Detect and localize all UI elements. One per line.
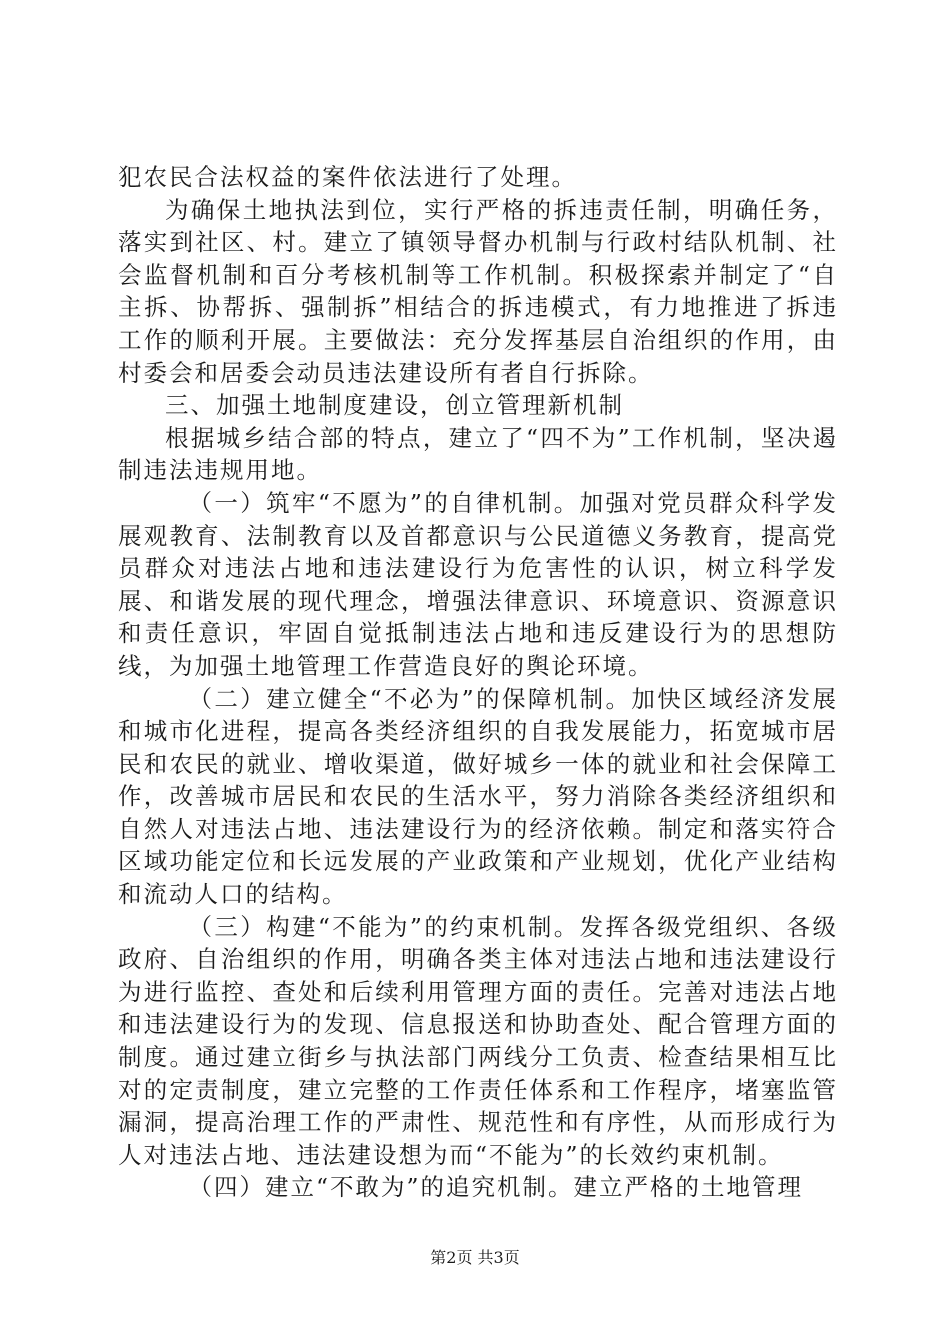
section-heading: 三、加强土地制度建设，创立管理新机制 [165, 391, 624, 420]
paragraph: 犯农民合法权益的案件依法进行了处理。 [118, 163, 577, 191]
paragraph: 为确保土地执法到位，实行严格的拆违责任制，明确任务，落实到社区、村。建立了镇领导督办机制与行政村结队机制、社会监督机制和百分考核机制等工作机制。积极探索并制定了“自主拆、协帮拆、强制拆”相结合的拆违模式，有力地推进了拆违工作的顺利开展。主要做法：充分发挥基层自治组织的作用，由村委会和居委会动员违法建设所有者自行拆除。 [118, 195, 838, 387]
paragraph: （二）建立健全“不必为”的保障机制。加快区域经济发展和城市化进程，提高各类经济组织的自我发展能力，拓宽城市居民和农民的就业、增收渠道，做好城乡一体的就业和社会保障工作，改善城市居民和农民的生活水平，努力消除各类经济组织和自然人对违法占地、违法建设行为的经济依赖。制定和落实符合区域功能定位和长远发展的产业政策和产业规划，优化产业结构和流动人口的结构。 [118, 684, 838, 909]
paragraph: 根据城乡结合部的特点，建立了“四不为”工作机制，坚决遏制违法违规用地。 [118, 423, 838, 485]
paragraph: （三）构建“不能为”的约束机制。发挥各级党组织、各级政府、自治组织的作用，明确各类主体对违法占地和违法建设行为进行监控、查处和后续利用管理方面的责任。完善对违法占地和违法建设行为的发现、信息报送和协助查处、配合管理方面的制度。通过建立街乡与执法部门两线分工负责、检查结果相互比对的定责制度，建立完整的工作责任体系和工作程序，堵塞监管漏洞，提高治理工作的严肃性、规范性和有序性，从而形成行为人对违法占地、违法建设想为而“不能为”的长效约束机制。 [118, 912, 838, 1169]
paragraph: （一）筑牢“不愿为”的自律机制。加强对党员群众科学发展观教育、法制教育以及首都意识与公民道德义务教育，提高党员群众对违法占地和违法建设行为危害性的认识，树立科学发展、和谐发展的现代理念，增强法律意识、环境意识、资源意识和责任意识，牢固自觉抵制违法占地和违反建设行为的思想防线，为加强土地管理工作营造良好的舆论环境。 [118, 488, 838, 680]
paragraph: （四）建立“不敢为”的追究机制。建立严格的土地管理 [188, 1173, 804, 1202]
document-body [118, 161, 838, 1204]
page-footer: 第2页 共3页 [430, 1248, 520, 1267]
